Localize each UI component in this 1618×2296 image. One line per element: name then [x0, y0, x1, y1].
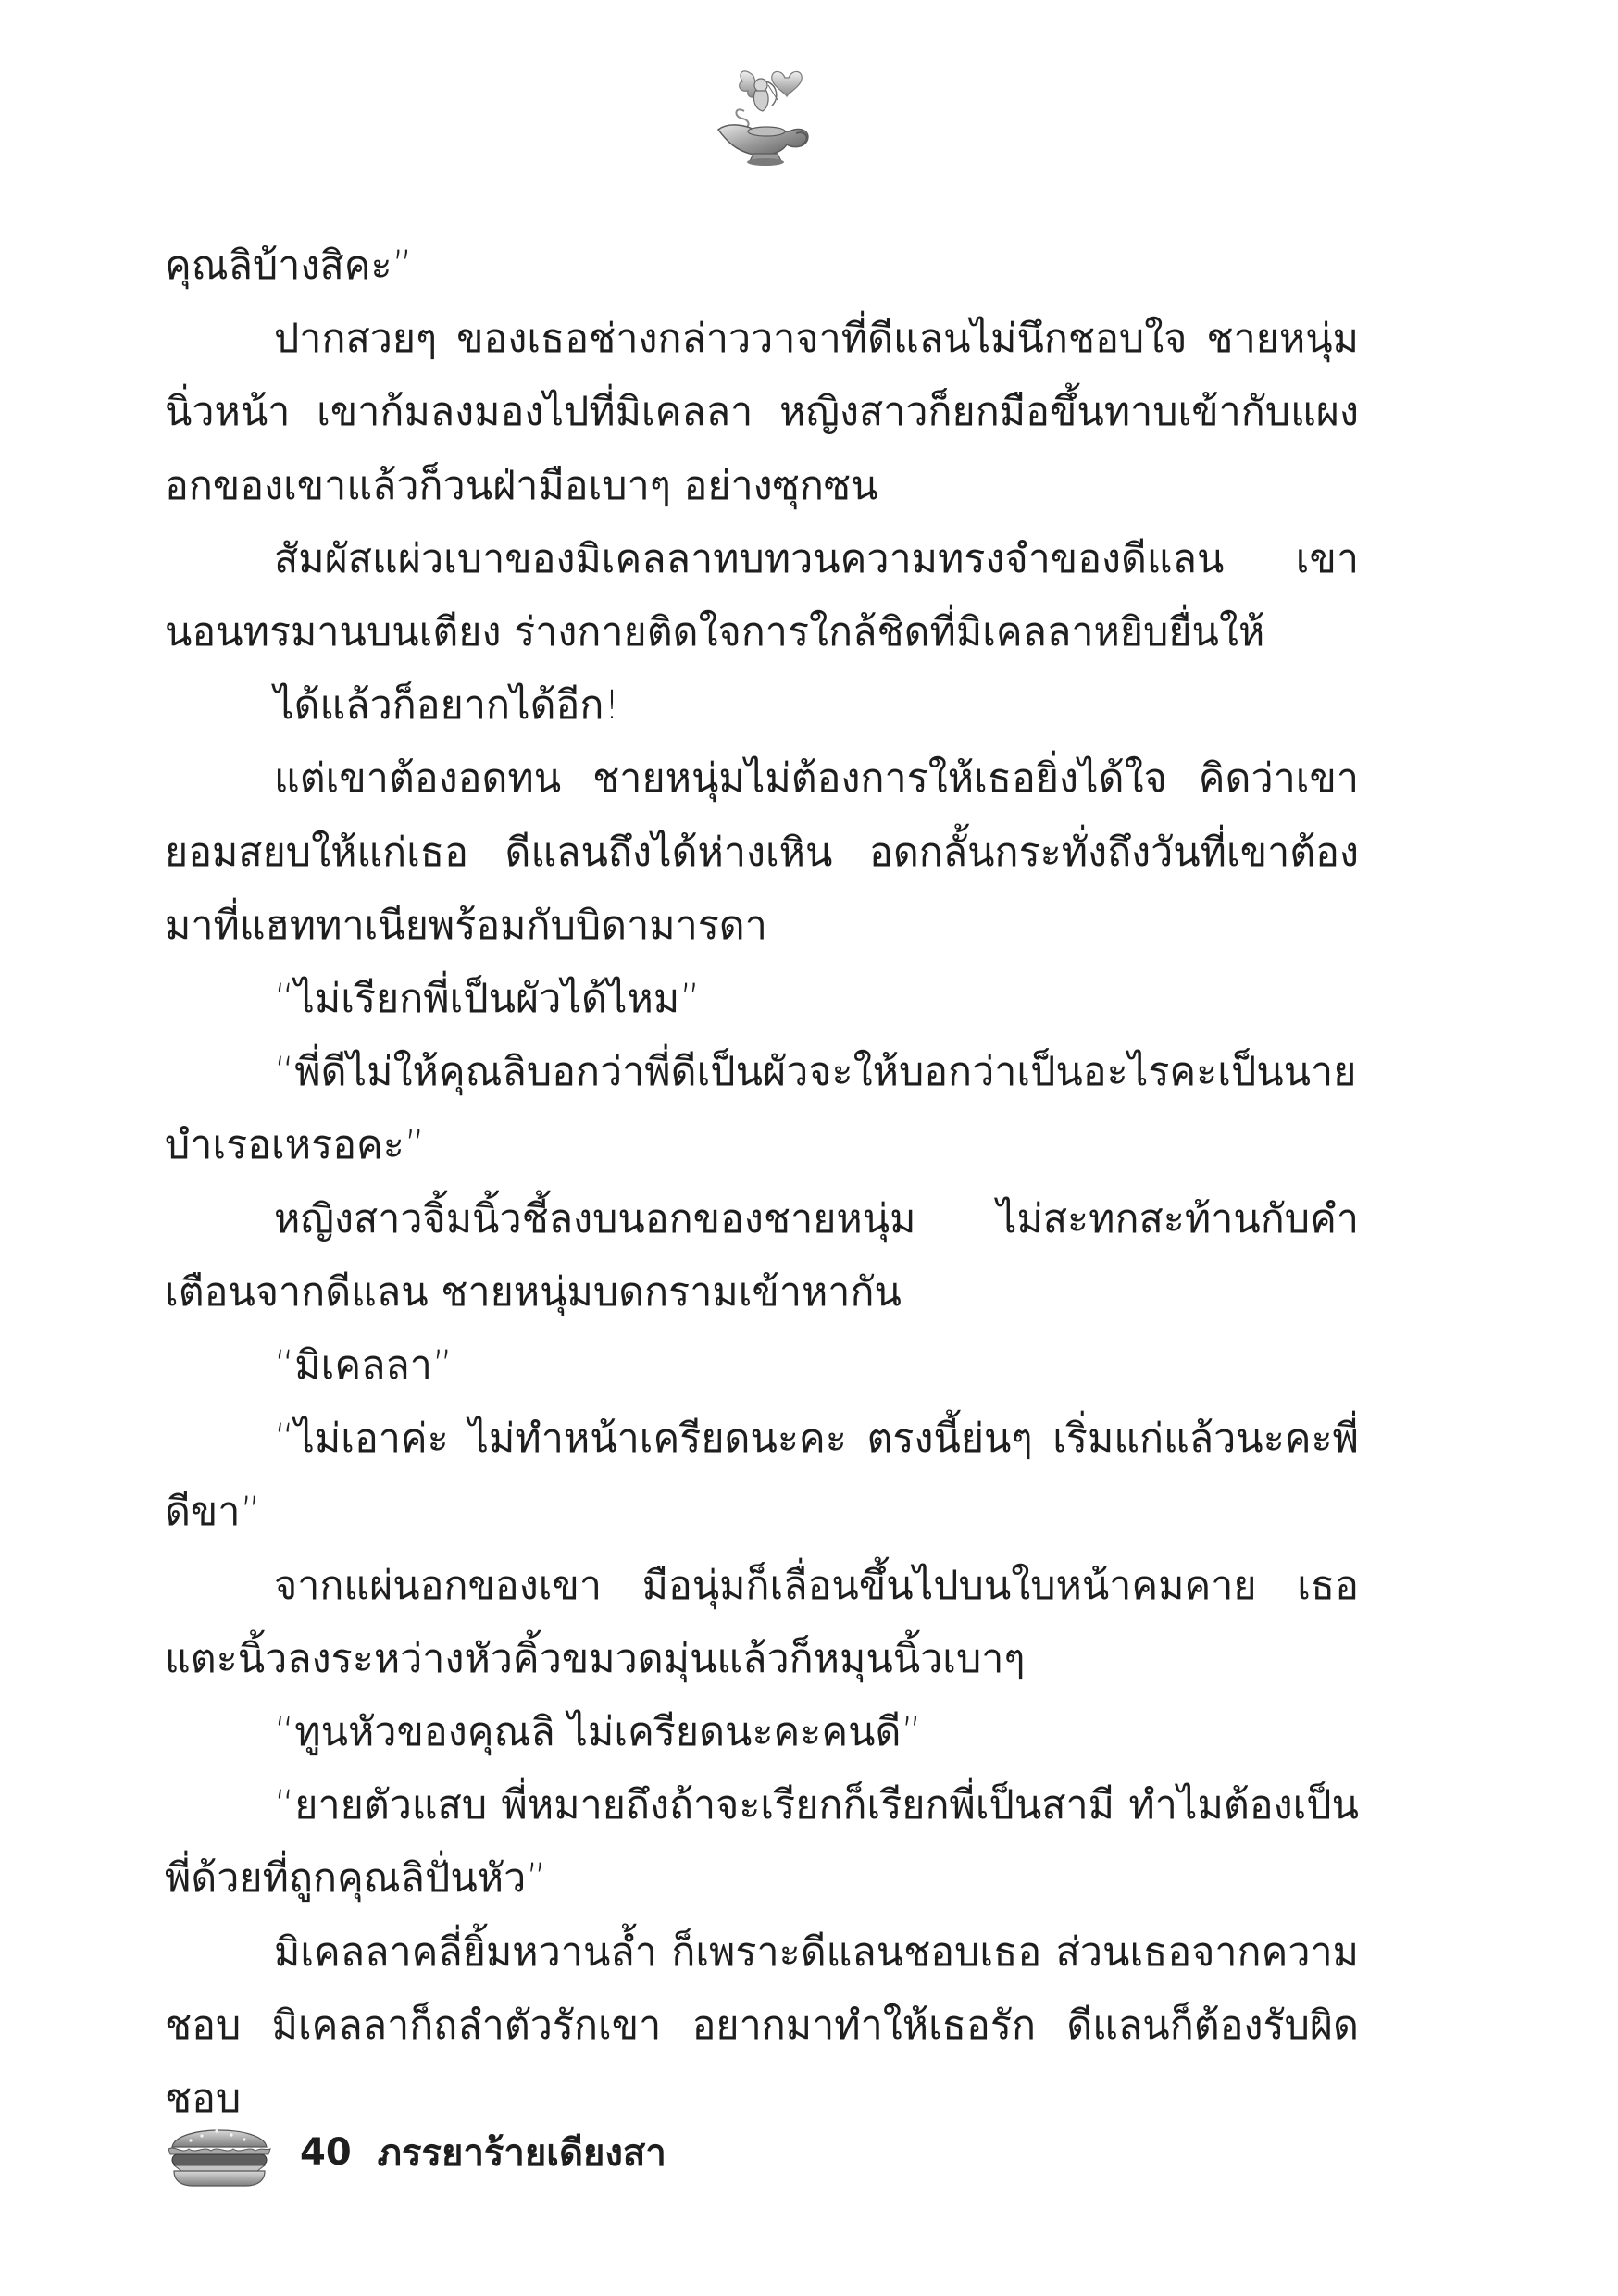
paragraph: สัมผัสแผ่วเบาของมิเคลลาทบทวนความทรงจำของดีแลน เขานอนทรมานบนเตียง ร่างกายติดใจการใกล้ชิดที่มิเคลลาหยิบยื่นให้ [165, 535, 1359, 656]
paragraph: “ทูนหัวของคุณลิ ไม่เครียดนะคะคนดี” [274, 1709, 922, 1756]
paragraph: แต่เขาต้องอดทน ชายหนุ่มไม่ต้องการให้เธอยิ่งได้ใจ คิดว่าเขายอมสยบให้แก่เธอ ดีแลนถึงได้ห่างเหิน อดกลั้นกระทั่งถึงวันที่เขาต้องมาที่แฮททาเนียพร้อมกับบิดามารดา [165, 755, 1359, 949]
paragraph: “ยายตัวแสบ พี่หมายถึงถ้าจะเรียกก็เรียกพี่เป็นสามี ทำไมต้องเป็นพี่ด้วยที่ถูกคุณลิปั่นหัว” [165, 1782, 1359, 1903]
paragraph: หญิงสาวจิ้มนิ้วชี้ลงบนอกของชายหนุ่ม ไม่สะทกสะท้านกับคำเตือนจากดีแลน ชายหนุ่มบดกรามเข้าหากัน [165, 1195, 1359, 1316]
page-footer [165, 2106, 998, 2199]
paragraph: ได้แล้วก็อยากได้อีก! [274, 682, 620, 730]
paragraph: มิเคลลาคลี่ยิ้มหวานล้ำ ก็เพราะดีแลนชอบเธอ ส่วนเธอจากความชอบ มิเคลลาก็ถลำตัวรักเขา อยากมาทำให้เธอรัก ดีแลนก็ต้องรับผิดชอบ [165, 1928, 1359, 2123]
paragraph: “ไม่เอาค่ะ ไม่ทำหน้าเครียดนะคะ ตรงนี้ย่นๆ เริ่มแก่แล้วนะคะพี่ดีขา” [165, 1416, 1359, 1536]
paragraph: “ไม่เรียกพี่เป็นผัวได้ไหม” [274, 976, 701, 1023]
book-title: ภรรยาร้ายเดียงสา [377, 2132, 666, 2175]
page-number: 40 [300, 2131, 352, 2174]
paragraph: “พี่ดีไม่ให้คุณลิบอกว่าพี่ดีเป็นผัวจะให้บอกว่าเป็นอะไรคะเป็นนายบำเรอเหรอคะ” [165, 1049, 1357, 1169]
cupid-magic-lamp-icon [700, 57, 820, 168]
paragraph: “มิเคลลา” [274, 1342, 454, 1390]
burger-icon [165, 2115, 274, 2190]
paragraph: ปากสวยๆ ของเธอช่างกล่าววาจาที่ดีแลนไม่นึกชอบใจ ชายหนุ่มนิ่วหน้า เขาก้มลงมองไปที่มิเคลลา หญิงสาวก็ยกมือขึ้นทาบเข้ากับแผงอกของเขาแล้วก็วนฝ่ามือเบาๆ อย่างซุกซน [165, 316, 1359, 509]
story-text [165, 230, 1359, 2136]
paragraph: คุณลิบ้างสิคะ” [165, 243, 413, 289]
paragraph: จากแผ่นอกของเขา มือนุ่มก็เลื่อนขึ้นไปบนใบหน้าคมคาย เธอแตะนิ้วลงระหว่างหัวคิ้วขมวดมุ่นแล้วก็หมุนนิ้วเบาๆ [165, 1562, 1359, 1682]
